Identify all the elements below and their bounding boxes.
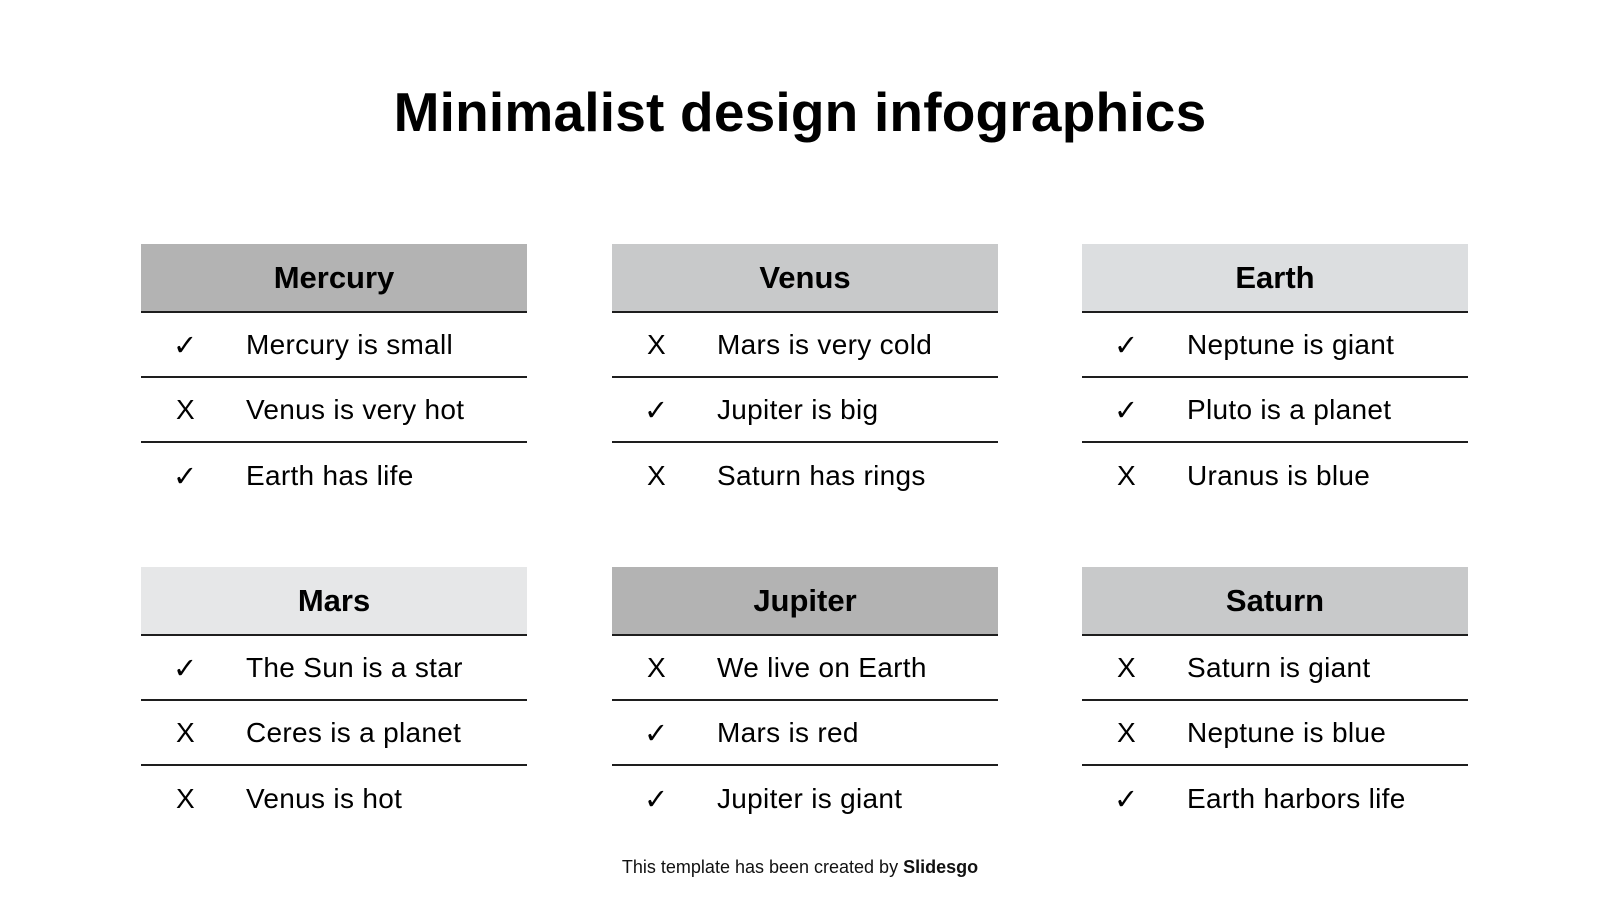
footer-brand-link[interactable]: Slidesgo (903, 857, 979, 877)
list-item (1082, 313, 1468, 378)
card-venus (612, 244, 998, 508)
cross-icon: X (647, 651, 666, 683)
list-item-text: Venus is very hot (246, 393, 465, 425)
list-item (1082, 636, 1468, 701)
list-item-text: Saturn is giant (1187, 651, 1371, 683)
list-item (1082, 701, 1468, 766)
card-header-label: Mercury (273, 259, 395, 295)
footer-credit (0, 857, 1600, 878)
list-item (141, 443, 527, 508)
check-icon: ✓ (173, 650, 198, 685)
cross-icon: X (1117, 716, 1136, 748)
check-icon: ✓ (1114, 327, 1139, 362)
list-item (141, 313, 527, 378)
list-item-text: Pluto is a planet (1187, 393, 1392, 425)
cross-icon: X (176, 393, 195, 425)
list-item (1082, 378, 1468, 443)
card-header (1082, 567, 1468, 636)
card-header (612, 567, 998, 636)
card-header (141, 244, 527, 313)
card-jupiter (612, 567, 998, 831)
check-icon: ✓ (644, 781, 669, 816)
card-header-label: Venus (759, 259, 851, 295)
list-item (612, 766, 998, 831)
check-icon: ✓ (1114, 392, 1139, 427)
list-item (612, 701, 998, 766)
card-mercury (141, 244, 527, 508)
cross-icon: X (647, 459, 666, 491)
card-earth (1082, 244, 1468, 508)
card-mars (141, 567, 527, 831)
list-item (141, 636, 527, 701)
list-item-text: Saturn has rings (717, 459, 926, 491)
cross-icon: X (647, 328, 666, 360)
list-item-text: Mercury is small (246, 328, 454, 360)
list-item-text: Jupiter is giant (717, 782, 903, 814)
check-icon: ✓ (173, 458, 198, 493)
list-item (612, 378, 998, 443)
card-saturn (1082, 567, 1468, 831)
cross-icon: X (1117, 459, 1136, 491)
list-item-text: We live on Earth (717, 651, 927, 683)
card-header (612, 244, 998, 313)
check-icon: ✓ (173, 327, 198, 362)
list-item-text: Earth harbors life (1187, 782, 1406, 814)
footer-text: This template has been created by (621, 857, 904, 877)
list-item (1082, 443, 1468, 508)
list-item-text: Ceres is a planet (246, 716, 462, 748)
list-item (141, 378, 527, 443)
list-item-text: Neptune is blue (1187, 716, 1387, 748)
list-item (612, 636, 998, 701)
card-header (141, 567, 527, 636)
list-item-text: Mars is red (717, 716, 859, 748)
card-header-label: Saturn (1225, 582, 1325, 618)
check-icon: ✓ (644, 715, 669, 750)
list-item-text: Neptune is giant (1187, 328, 1395, 360)
card-header-label: Jupiter (753, 582, 857, 618)
cross-icon: X (1117, 651, 1136, 683)
list-item (612, 313, 998, 378)
list-item (141, 766, 527, 831)
list-item-text: Mars is very cold (717, 328, 933, 360)
card-header-label: Earth (1235, 259, 1315, 295)
list-item-text: Jupiter is big (717, 393, 879, 425)
list-item-text: Venus is hot (246, 782, 403, 814)
list-item-text: The Sun is a star (246, 651, 463, 683)
list-item (141, 701, 527, 766)
check-icon: ✓ (1114, 781, 1139, 816)
list-item-text: Uranus is blue (1187, 459, 1371, 491)
check-icon: ✓ (644, 392, 669, 427)
page-title: Minimalist design infographics (393, 81, 1207, 143)
cross-icon: X (176, 716, 195, 748)
list-item (1082, 766, 1468, 831)
list-item (612, 443, 998, 508)
card-header (1082, 244, 1468, 313)
cross-icon: X (176, 782, 195, 814)
card-header-label: Mars (297, 582, 371, 618)
list-item-text: Earth has life (246, 459, 414, 491)
